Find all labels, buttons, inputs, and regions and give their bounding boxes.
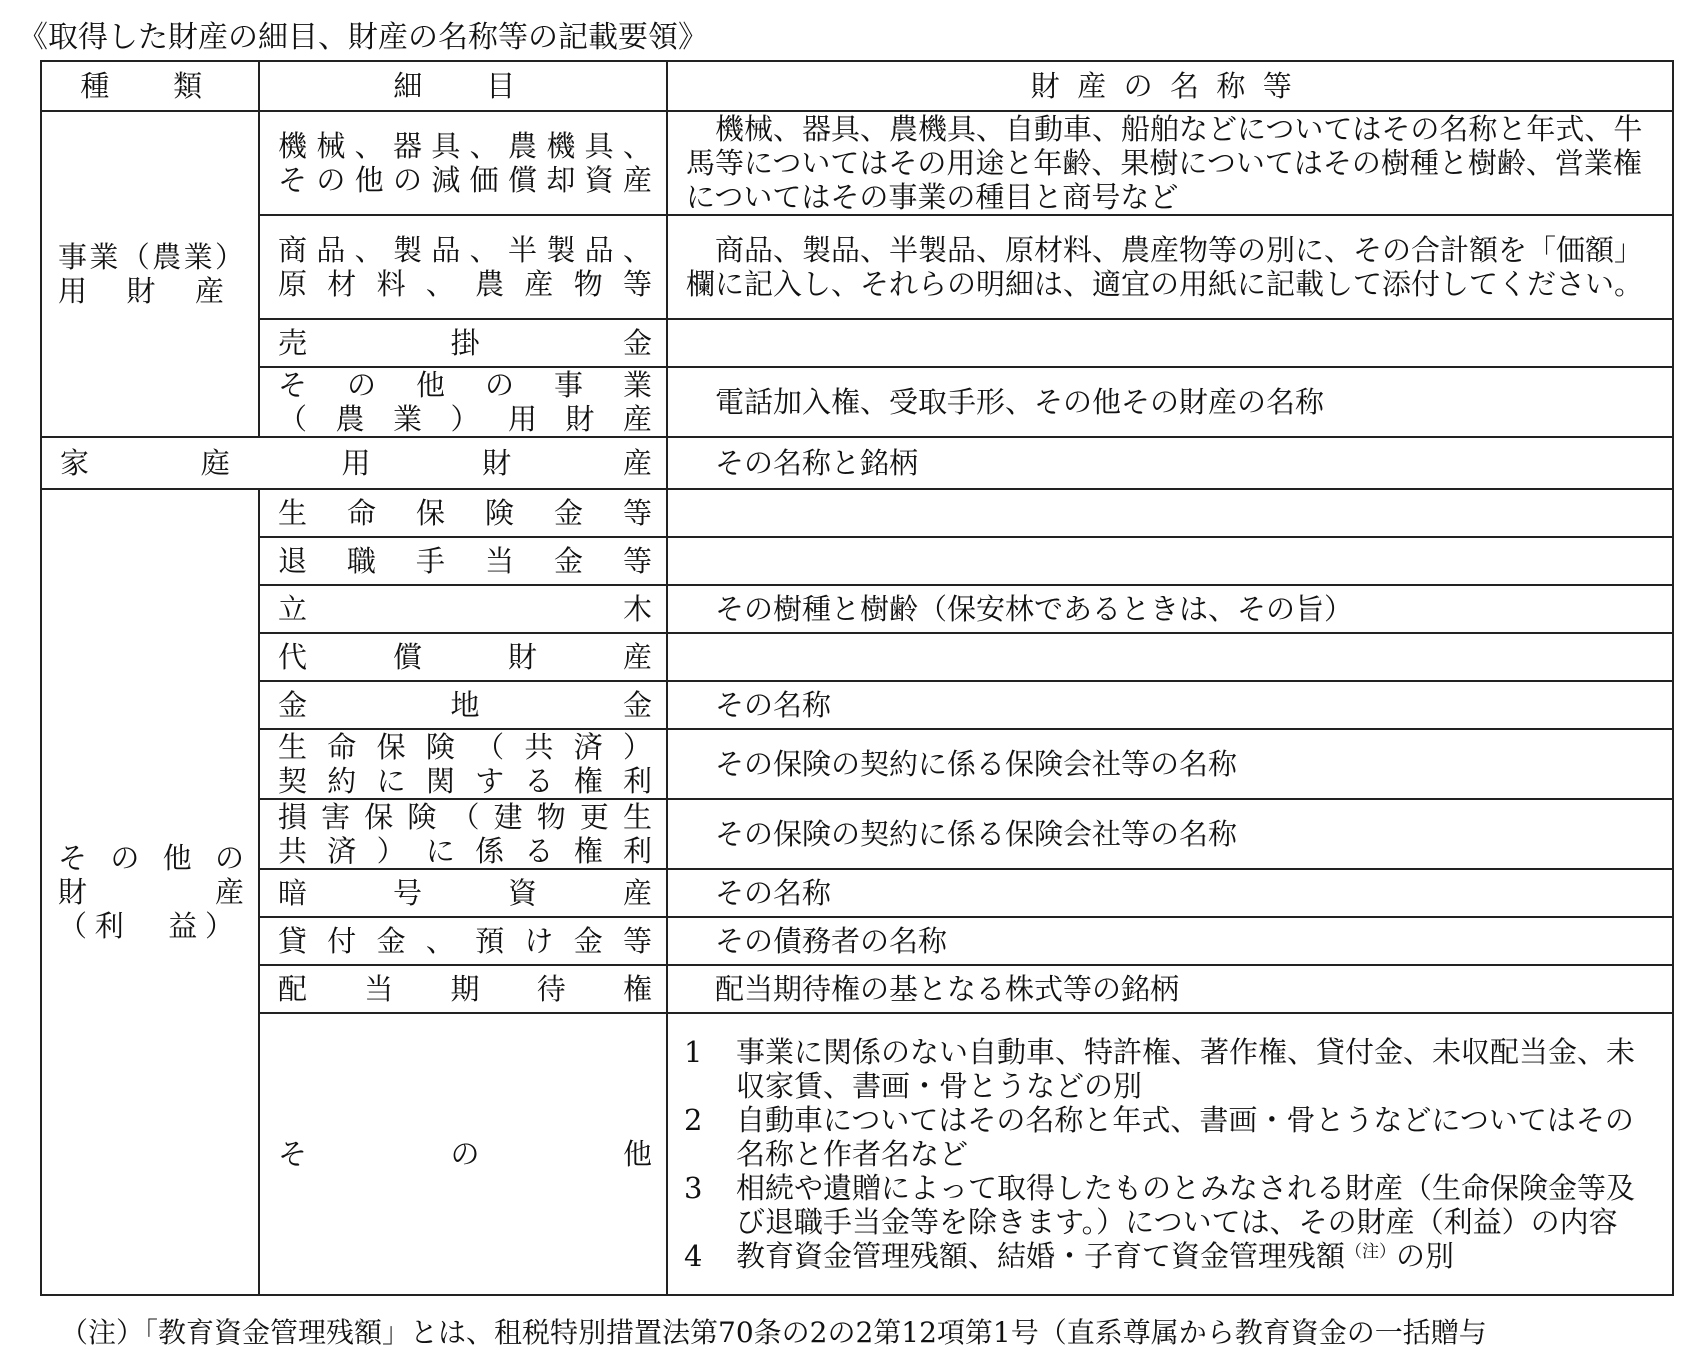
note-marker: （注）: [1345, 1242, 1397, 1262]
footnote: （注）「教育資金管理残額」とは、租税特別措置法第70条の2の2第12項第1号（直系尊属から教育資金の一括贈与: [60, 1316, 1487, 1349]
table-row: [41, 489, 1673, 537]
table-row: [41, 965, 1673, 1013]
detail-cell: 金地金: [259, 681, 667, 729]
category-household: 家庭用財産: [41, 437, 667, 489]
page-title: 《取得した財産の細目、財産の名称等の記載要領》: [18, 20, 708, 55]
desc-cell: その名称: [667, 869, 1673, 917]
table-row: [41, 729, 1673, 799]
desc-cell: [667, 537, 1673, 585]
table-row: [41, 799, 1673, 869]
desc-cell: [667, 633, 1673, 681]
detail-cell: 代償財産: [259, 633, 667, 681]
property-detail-table: [40, 60, 1674, 1296]
table-row: [41, 917, 1673, 965]
detail-cell: 生命保険金等: [259, 489, 667, 537]
table-row: [41, 111, 1673, 215]
detail-cell: その他の事業 （農業）用財産: [259, 367, 667, 437]
desc-cell: その保険の契約に係る保険会社等の名称: [667, 729, 1673, 799]
table-header-row: [41, 61, 1673, 111]
table-row: [41, 585, 1673, 633]
table-row: [41, 633, 1673, 681]
detail-cell: 機械、器具、農機具、 その他の減価償却資産: [259, 111, 667, 215]
list-item: 3 相続や遺贈によって取得したものとみなされる財産（生命保険金等及び退職手当金等を除きます。）については、その財産（利益）の内容: [684, 1171, 1636, 1239]
category-other: その他の 財 産 （利 益）: [41, 489, 259, 1295]
table-row: [41, 367, 1673, 437]
table-row: [41, 537, 1673, 585]
desc-cell: 商品、製品、半製品、原材料、農産物等の別に、その合計額を「価額」欄に記入し、それらの明細は、適宜の用紙に記載して添付してください。: [667, 215, 1673, 319]
category-business: 事業（農業） 用 財 産: [41, 111, 259, 437]
detail-cell: 生命保険（共済） 契約に関する権利: [259, 729, 667, 799]
desc-cell: 配当期待権の基となる株式等の銘柄: [667, 965, 1673, 1013]
detail-cell: 貸付金、預け金等: [259, 917, 667, 965]
table-row: [41, 437, 1673, 489]
detail-cell: その他: [259, 1013, 667, 1295]
desc-cell: 電話加入権、受取手形、その他その財産の名称: [667, 367, 1673, 437]
detail-cell: 損害保険（建物更生 共済）に係る権利: [259, 799, 667, 869]
detail-cell: 売掛金: [259, 319, 667, 367]
list-item: 1 事業に関係のない自動車、特許権、著作権、貸付金、未収配当金、未収家賃、書画・骨とうなどの別: [684, 1035, 1636, 1103]
desc-cell: 機械、器具、農機具、自動車、船舶などについてはその名称と年式、牛馬等についてはその用途と年齢、果樹についてはその樹種と樹齢、営業権についてはその事業の種目と商号など: [667, 111, 1673, 215]
detail-cell: 暗号資産: [259, 869, 667, 917]
header-name: 財産の名称等: [667, 61, 1673, 111]
desc-cell: その樹種と樹齢（保安林であるときは、その旨）: [667, 585, 1673, 633]
detail-cell: 退職手当金等: [259, 537, 667, 585]
notes-cell: [667, 1013, 1673, 1295]
desc-cell: その保険の契約に係る保険会社等の名称: [667, 799, 1673, 869]
desc-cell: その名称: [667, 681, 1673, 729]
detail-cell: 立木: [259, 585, 667, 633]
detail-cell: 配当期待権: [259, 965, 667, 1013]
table-row: [41, 1013, 1673, 1295]
list-item: 2 自動車についてはその名称と年式、書画・骨とうなどについてはその名称と作者名など: [684, 1103, 1634, 1171]
desc-cell: その債務者の名称: [667, 917, 1673, 965]
header-detail: 細 目: [259, 61, 667, 111]
desc-cell: その名称と銘柄: [667, 437, 1673, 489]
table-row: [41, 869, 1673, 917]
table-row: [41, 681, 1673, 729]
desc-cell: [667, 319, 1673, 367]
table-row: [41, 215, 1673, 319]
list-item: 4 教育資金管理残額、結婚・子育て資金管理残額$^{(注)}$の別: [684, 1239, 1455, 1273]
table-row: [41, 319, 1673, 367]
header-kind: 種 類: [41, 61, 259, 111]
detail-cell: 商品、製品、半製品、 原材料、農産物等: [259, 215, 667, 319]
desc-cell: [667, 489, 1673, 537]
